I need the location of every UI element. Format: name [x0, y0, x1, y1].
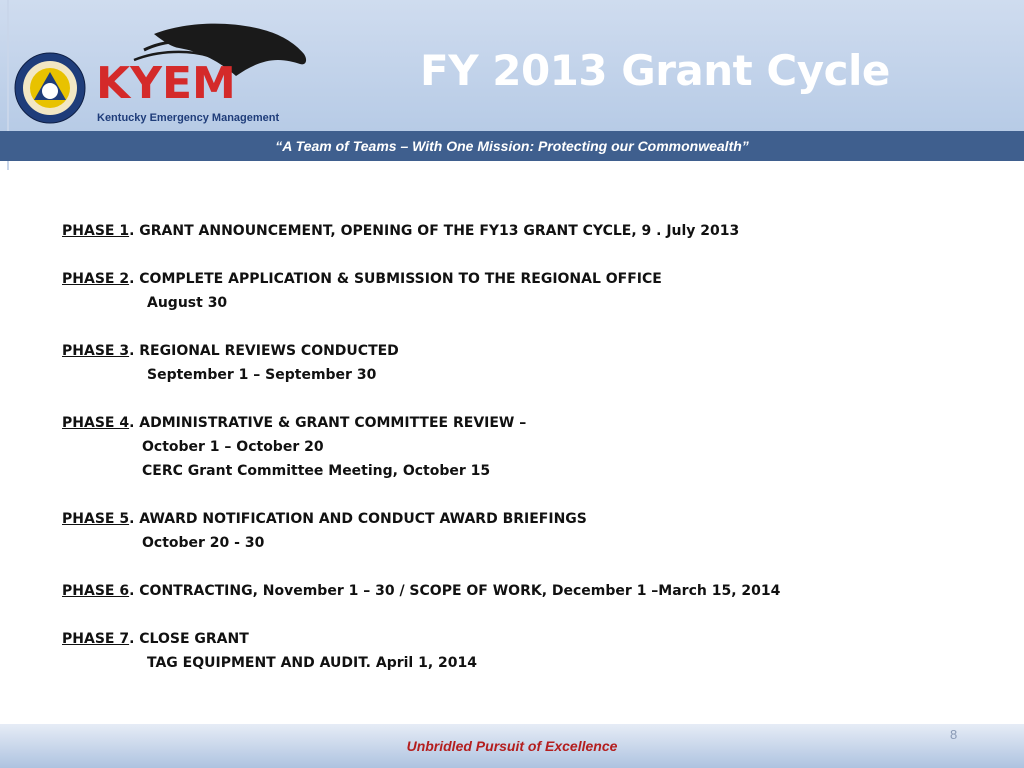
phase-6-text: . CONTRACTING, November 1 – 30 / SCOPE OF WORK, December 1 –March 15, 2014 — [129, 583, 781, 599]
kentucky-seal-icon — [15, 53, 85, 123]
phase-7-label: PHASE 7 — [62, 631, 130, 647]
phase-5-label: PHASE 5 — [62, 511, 130, 527]
mission-banner-text: “A Team of Teams – With One Mission: Protecting our Commonwealth” — [275, 138, 749, 154]
phase-4-text: . ADMINISTRATIVE & GRANT COMMITTEE REVIEW – — [129, 415, 527, 431]
kyem-logo — [14, 20, 314, 130]
phase-2-label: PHASE 2 — [62, 271, 130, 287]
phase-7-text: . CLOSE GRANT — [129, 631, 249, 647]
phase-4-label: PHASE 4 — [62, 415, 130, 431]
phase-2-text: . COMPLETE APPLICATION & SUBMISSION TO THE REGIONAL OFFICE — [129, 271, 662, 287]
phase-7-heading — [62, 627, 962, 651]
phase-5-text: . AWARD NOTIFICATION AND CONDUCT AWARD BRIEFINGS — [129, 511, 587, 527]
phase-1-label: PHASE 1 — [62, 223, 130, 239]
page-number: 8 — [950, 727, 958, 742]
phase-2-detail-1: August 30 — [147, 295, 228, 311]
phase-3-text: . REGIONAL REVIEWS CONDUCTED — [129, 343, 399, 359]
phase-1-heading — [62, 219, 962, 243]
phase-3-detail-1: September 1 – September 30 — [147, 367, 377, 383]
phase-7-detail-1: TAG EQUIPMENT AND AUDIT. April 1, 2014 — [147, 655, 477, 671]
phase-4-detail-1: October 1 – October 20 — [142, 439, 324, 455]
phase-1-text: . GRANT ANNOUNCEMENT, OPENING OF THE FY13 GRANT CYCLE, 9 . July 2013 — [129, 223, 740, 239]
footer-tagline: Unbridled Pursuit of Excellence — [406, 738, 618, 754]
phase-list — [62, 219, 962, 675]
phase-5-detail-1: October 20 - 30 — [142, 535, 265, 551]
phase-2-heading — [62, 267, 962, 291]
slide-title: FY 2013 Grant Cycle — [420, 46, 890, 95]
kyem-logo-graphic — [14, 20, 314, 130]
phase-4-detail-2: CERC Grant Committee Meeting, October 15 — [142, 463, 491, 479]
phase-3-label: PHASE 3 — [62, 343, 130, 359]
phase-6-heading — [62, 579, 962, 603]
kyem-subtitle: Kentucky Emergency Management — [97, 112, 280, 124]
phase-5-heading — [62, 507, 962, 531]
kyem-wordmark: KYEM — [96, 58, 236, 109]
phase-6-label: PHASE 6 — [62, 583, 130, 599]
phase-3-heading — [62, 339, 962, 363]
phase-4-heading — [62, 411, 962, 435]
